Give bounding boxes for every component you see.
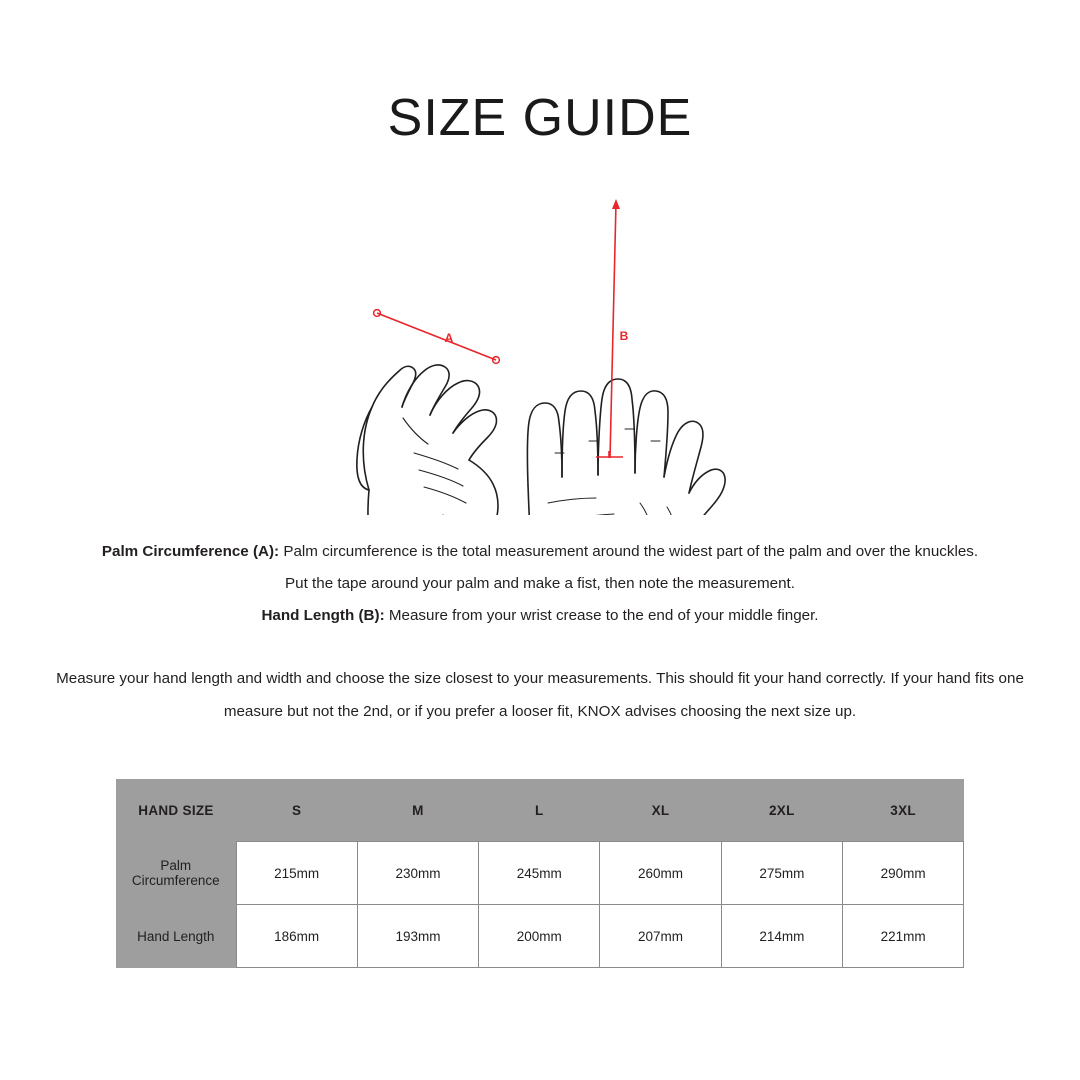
cell-palm-l: 245mm (479, 842, 600, 905)
table-header-row (116, 779, 964, 842)
cell-length-s: 186mm (236, 905, 357, 968)
header-hand-size: HAND SIZE (116, 779, 236, 842)
sizing-note (50, 662, 1030, 728)
note-line-1: Measure your hand length and width and choose the size closest to your measurements. This should fit your hand correctly. If your hand (56, 670, 971, 687)
header-size-s: S (236, 779, 357, 842)
cell-length-xl: 207mm (600, 905, 721, 968)
measurement-line-b (596, 199, 629, 458)
cell-palm-3xl: 290mm (842, 842, 963, 905)
desc-text-b: Measure from your wrist crease to the end of your middle finger. (384, 607, 819, 624)
desc-text-a: Palm circumference is the total measurement around the widest part of the palm and over the knuckles. (279, 543, 979, 560)
label-b: B (619, 329, 629, 343)
hand-measurement-illustration (0, 185, 1080, 515)
desc-label-b: Hand Length (B): (261, 607, 385, 624)
table-row (116, 842, 964, 905)
label-a: A (444, 331, 454, 345)
measurement-description (55, 536, 1025, 632)
note-line-2: fits one measure but not the 2nd, or if you prefer a looser fit, KNOX advises choosing the next size up. (223, 670, 1024, 720)
table-row (116, 905, 964, 968)
cell-palm-xl: 260mm (600, 842, 721, 905)
header-size-xl: XL (600, 779, 721, 842)
header-size-2xl: 2XL (721, 779, 842, 842)
desc-label-a: Palm Circumference (A): (101, 543, 280, 560)
desc-line-palm-circumference (55, 536, 1025, 568)
row-label-hand-length: Hand Length (116, 905, 236, 968)
measurement-line-a (374, 310, 500, 364)
cell-length-l: 200mm (479, 905, 600, 968)
row-label-palm-circumference: Palm Circumference (116, 842, 236, 905)
size-table-wrapper (116, 779, 964, 968)
back-of-hand-drawing (357, 365, 502, 515)
cell-length-m: 193mm (357, 905, 478, 968)
cell-length-2xl: 214mm (721, 905, 842, 968)
header-size-l: L (479, 779, 600, 842)
desc-line-tape: Put the tape around your palm and make a fist, then note the measurement. (285, 575, 795, 592)
page-title: SIZE GUIDE (387, 89, 693, 147)
cell-palm-s: 215mm (236, 842, 357, 905)
size-table (116, 779, 964, 968)
header-size-m: M (357, 779, 478, 842)
header-size-3xl: 3XL (842, 779, 963, 842)
palm-of-hand-drawing (527, 379, 725, 515)
desc-line-hand-length (55, 600, 1025, 632)
cell-length-3xl: 221mm (842, 905, 963, 968)
cell-palm-2xl: 275mm (721, 842, 842, 905)
cell-palm-m: 230mm (357, 842, 478, 905)
